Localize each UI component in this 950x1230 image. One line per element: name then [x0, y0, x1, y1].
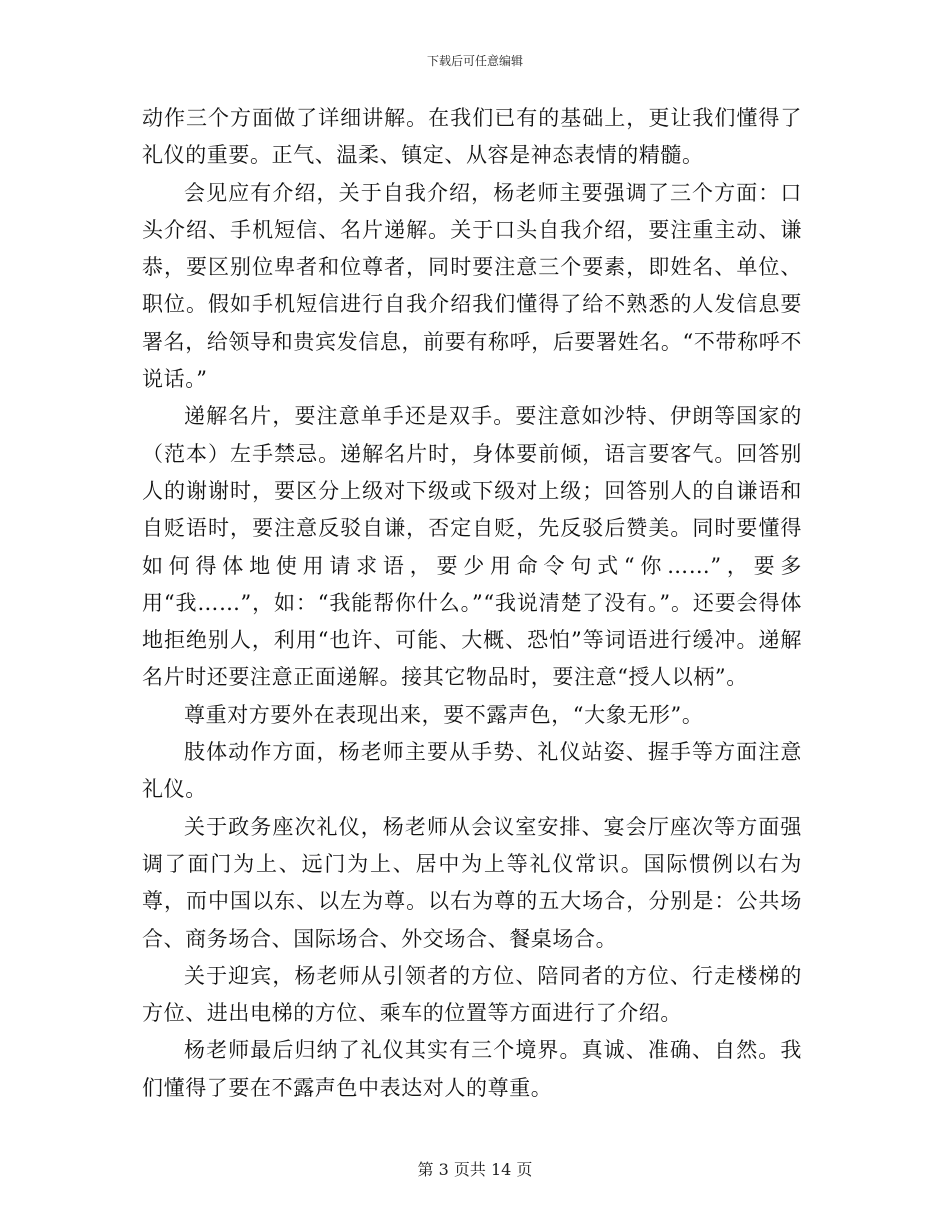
page-header: 下载后可任意编辑: [426, 54, 523, 68]
paragraph-5: 肢体动作方面，杨老师主要从手势、礼仪站姿、握手等方面注意礼仪。: [142, 740, 802, 802]
paragraph-7: 关于迎宾，杨老师从引领者的方位、陪同者的方位、行走楼梯的方位、进出电梯的方位、乘车的位置等方面进行了介绍。: [142, 963, 802, 1026]
paragraph-8: 杨老师最后归纳了礼仪其实有三个境界。真诚、准确、自然。我们懂得了要在不露声色中表达对人的尊重。: [142, 1038, 802, 1100]
paragraph-1: 动作三个方面做了详细讲解。在我们已有的基础上，更让我们懂得了礼仪的重要。正气、温柔、镇定、从容是神态表情的精髓。: [142, 106, 802, 168]
document-body: [142, 100, 802, 1107]
paragraph-3: 递解名片，要注意单手还是双手。要注意如沙特、伊朗等国家的（范本）左手禁忌。递解名片时，身体要前倾，语言要客气。回答别人的谢谢时，要区分上级对下级或下级对上级；回答别人的自谦语和自贬语时，要注意反驳自谦，否定自贬，先反驳后赞美。同时要懂得如何得体地使用请求语，要少用命令句式“你……”，要多用“我……”，如：“我能帮你什么。”“我说清楚了没有。”。还要会得体地拒绝别人，利用“也许、可能、大概、恐怕”等词语进行缓冲。递解名片时还要注意正面递解。接其它物品时，要注意“授人以柄”。: [142, 404, 802, 690]
paragraph-4: 尊重对方要外在表现出来，要不露声色，“大象无形”。: [184, 702, 704, 727]
page-number: 第 3 页共 14 页: [417, 1160, 533, 1179]
paragraph-2: 会见应有介绍，关于自我介绍，杨老师主要强调了三个方面：口头介绍、手机短信、名片递解。关于口头自我介绍，要注重主动、谦恭，要区别位卑者和位尊者，同时要注意三个要素，即姓名、单位、职位。假如手机短信进行自我介绍我们懂得了给不熟悉的人发信息要署名，给领导和贵宾发信息，前要有称呼，后要署姓名。“不带称呼不说话。”: [142, 180, 802, 392]
paragraph-6: 关于政务座次礼仪，杨老师从会议室安排、宴会厅座次等方面强调了面门为上、远门为上、居中为上等礼仪常识。国际惯例以右为尊，而中国以东、以左为尊。以右为尊的五大场合，分别是：公共场合、商务场合、国际场合、外交场合、餐桌场合。: [142, 814, 802, 951]
